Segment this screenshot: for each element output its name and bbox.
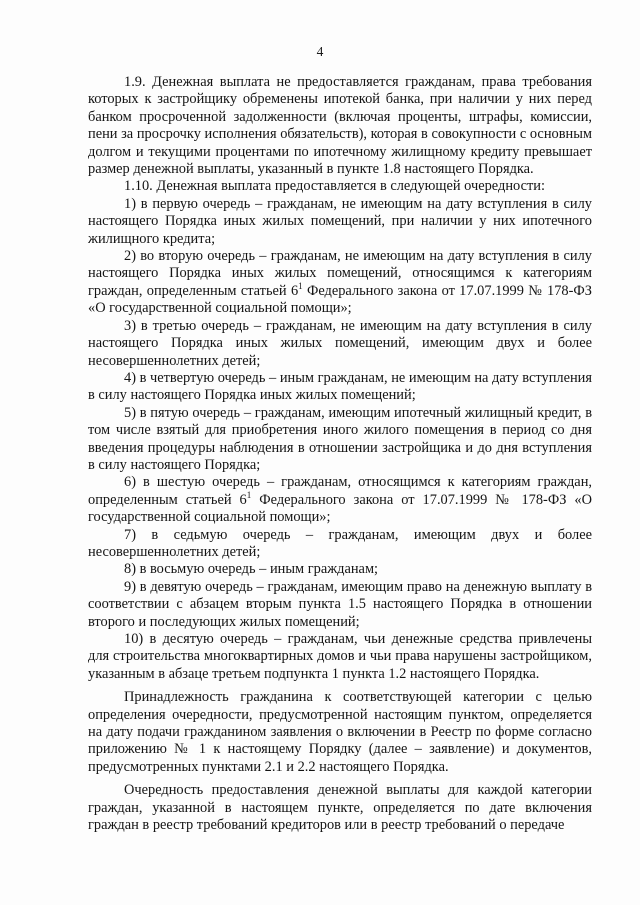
payment-order-paragraph: Очередность предоставления денежной выплаты для каждой категории граждан, указанной в настоящем пункте, определяется по дате включения граждан в реестр требований кредиторов или в реестр требований о передаче <box>88 782 592 834</box>
priority-item-3: 3) в третью очередь – гражданам, не имеющим на дату вступления в силу настоящего Порядка иных жилых помещений, имеющим двух и более несовершеннолетних детей; <box>88 317 592 369</box>
priority-item-10: 10) в десятую очередь – гражданам, чьи денежные средства привлечены для строительства многоквартирных домов и чьи права нарушены застройщиком, указанным в абзаце третьем подпункта 1 пункта 1.2 настоящего Порядка. <box>88 631 592 682</box>
priority-item-1: 1) в первую очередь – гражданам, не имеющим на дату вступления в силу настоящего Порядка иных жилых помещений, при наличии у них ипотечного жилищного кредита; <box>88 195 592 247</box>
priority-item-6-text-end: Федерального закона от 17.07.1999 № 178-ФЗ «О государственной социальной помощи»; <box>88 491 592 526</box>
priority-item-5: 5) в пятую очередь – гражданам, имеющим ипотечный жилищный кредит, в том числе взятый для приобретения иного жилого помещения в период со дня введения процедуры наблюдения в отношении застройщика и до дня вступления в силу настоящего Порядка; <box>88 404 592 473</box>
priority-item-6-text: 6) в шестую очередь – гражданам, относящимся к категориям граждан, определенным статьей 6 <box>88 474 592 508</box>
priority-item-2-text: 2) во вторую очередь – гражданам, не имеющим на дату вступления в силу настоящего Порядка иных жилых помещений, относящимся к категориям граждан, определенным статьей 6 <box>88 248 592 299</box>
priority-item-7: 7) в седьмую очередь – гражданам, имеющим двух и более несовершеннолетних детей; <box>88 526 592 560</box>
document-body <box>88 74 592 834</box>
priority-item-4: 4) в четвертую очередь – иным гражданам, не имеющим на дату вступления в силу настоящего Порядка иных жилых помещений; <box>88 369 592 404</box>
article-superscript: 1 <box>246 489 252 500</box>
priority-item-2-text-end: Федерального закона от 17.07.1999 № 178-ФЗ «О государственной социальной помощи»; <box>88 282 592 317</box>
page-number: 4 <box>316 44 324 59</box>
category-membership-paragraph: Принадлежность гражданина к соответствующей категории с целью определения очередности, предусмотренной настоящим пунктом, определяется на дату подачи гражданином заявления о включении в Реестр по форме согласно приложению № 1 к настоящему Порядку (далее – заявление) и документов, предусмотренных пунктами 2.1 и 2.2 настоящего Порядка. <box>88 689 592 775</box>
paragraph-1-9: 1.9. Денежная выплата не предоставляется гражданам, права требования которых к застройщику обременены ипотекой банка, при наличии у них перед банком просроченной задолженности (включая проценты, штрафы, комиссии, пени за просрочку исполнения обязательств), которая в совокупности с основным долгом и текущими процентами по ипотечному жилищному кредиту превышает размер денежной выплаты, указанный в пункте 1.8 настоящего Порядка. <box>88 74 592 178</box>
paragraph-1-10: 1.10. Денежная выплата предоставляется в следующей очередности: <box>124 178 545 195</box>
priority-item-9: 9) в девятую очередь – гражданам, имеющим право на денежную выплату в соответствии с абзацем вторым пункта 1.5 настоящего Порядка в отношении второго и последующих жилых помещений; <box>88 578 592 630</box>
article-superscript: 1 <box>298 281 303 292</box>
priority-item-8: 8) в восьмую очередь – иным гражданам; <box>124 561 379 578</box>
priority-item-2 <box>88 248 592 318</box>
priority-item-6 <box>88 474 592 526</box>
